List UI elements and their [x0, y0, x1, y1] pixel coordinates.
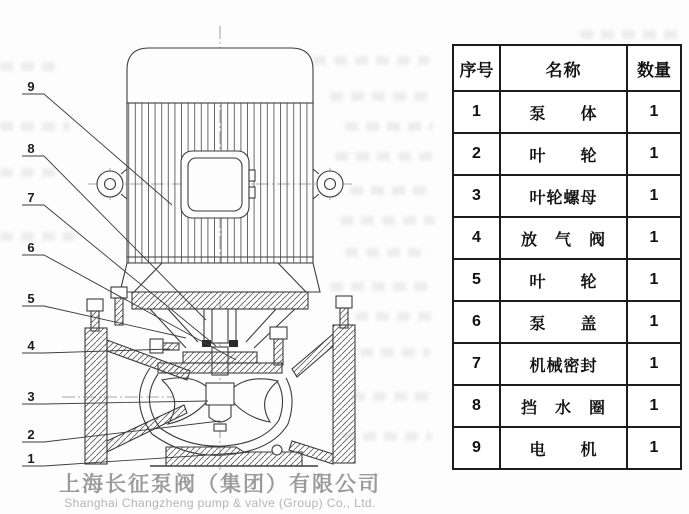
discharge-flange [333, 325, 355, 463]
cell-no: 2 [453, 133, 500, 175]
cell-no: 7 [453, 343, 500, 385]
cell-name: 叶 轮 [500, 133, 627, 175]
cell-no: 4 [453, 217, 500, 259]
cell-name: 机械密封 [500, 343, 627, 385]
cell-no: 3 [453, 175, 500, 217]
air-release-valve [150, 339, 179, 353]
cell-no: 8 [453, 385, 500, 427]
cell-name: 叶 轮 [500, 259, 627, 301]
table-row [453, 133, 681, 175]
flange-stud-right [336, 296, 352, 328]
cell-qty: 1 [627, 343, 681, 385]
callout-6: 6 [27, 240, 35, 255]
cell-qty: 1 [627, 385, 681, 427]
table-row [453, 385, 681, 427]
cell-qty: 1 [627, 175, 681, 217]
cell-name: 泵 体 [500, 91, 627, 133]
callout-7: 7 [27, 190, 35, 205]
callout-8: 8 [27, 141, 35, 156]
callout-1: 1 [27, 451, 35, 466]
table-row [453, 91, 681, 133]
scan-artifact [580, 30, 680, 39]
cell-qty: 1 [627, 259, 681, 301]
cell-qty: 1 [627, 91, 681, 133]
motor-junction-box [181, 151, 255, 218]
cell-name: 叶轮螺母 [500, 175, 627, 217]
cell-name: 泵 盖 [500, 301, 627, 343]
cell-name: 电 机 [500, 427, 627, 469]
cell-no: 5 [453, 259, 500, 301]
table-row [453, 175, 681, 217]
callout-2: 2 [27, 427, 35, 442]
cell-qty: 1 [627, 133, 681, 175]
impeller-nut [209, 405, 231, 422]
company-watermark [0, 474, 440, 511]
company-name-en: Shanghai Changzheng pump & valve (Group) Co., Ltd. [64, 496, 376, 510]
cell-name: 放 气 阀 [500, 217, 627, 259]
suction-flange [85, 328, 107, 464]
cell-no: 9 [453, 427, 500, 469]
cell-no: 6 [453, 301, 500, 343]
callout-5: 5 [27, 291, 35, 306]
flange-stud-left [87, 299, 103, 331]
gland-bolt [270, 327, 287, 365]
table-row [453, 343, 681, 385]
parts-table [452, 44, 682, 470]
cell-no: 1 [453, 91, 500, 133]
cell-qty: 1 [627, 301, 681, 343]
header-name: 名称 [500, 45, 627, 91]
header-qty: 数量 [627, 45, 681, 91]
cell-qty: 1 [627, 427, 681, 469]
table-row [453, 301, 681, 343]
table-row [453, 217, 681, 259]
cell-qty: 1 [627, 217, 681, 259]
impeller [162, 378, 278, 431]
company-name-cn: 上海长征泵阀（集团）有限公司 [59, 473, 381, 496]
lifting-lug-right [313, 169, 343, 199]
cell-name: 挡 水 圈 [500, 385, 627, 427]
parts-table-header [453, 45, 681, 91]
drain-plug [272, 445, 282, 455]
callout-9: 9 [27, 79, 35, 94]
header-no: 序号 [453, 45, 500, 91]
mechanical-seal [183, 352, 257, 363]
callout-3: 3 [27, 389, 35, 404]
table-row [453, 427, 681, 469]
callout-4: 4 [27, 338, 35, 353]
lifting-lug-left [97, 169, 127, 199]
table-row [453, 259, 681, 301]
